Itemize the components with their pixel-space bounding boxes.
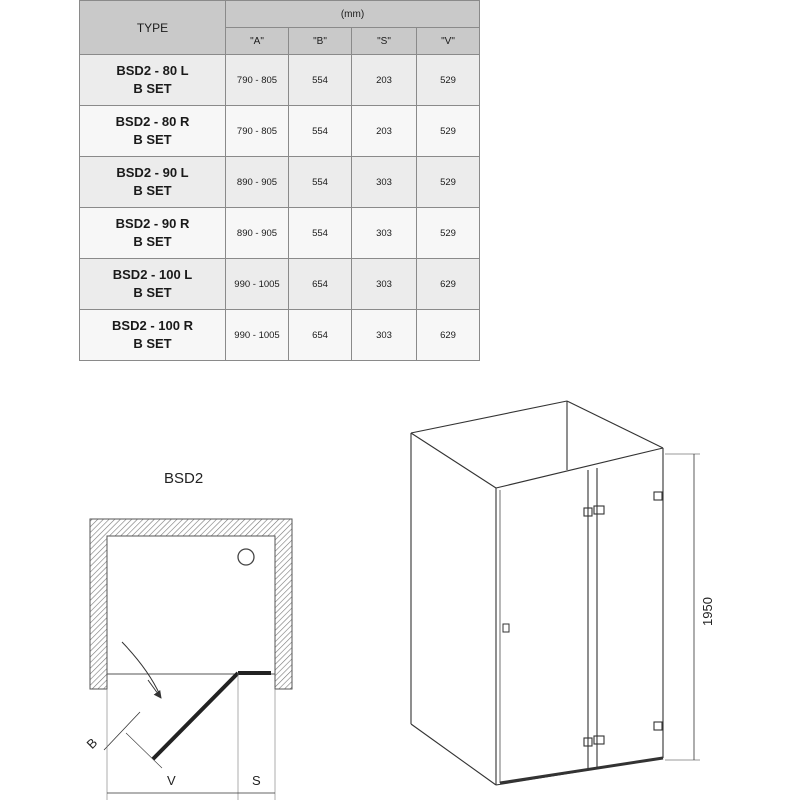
door-bottom-seal xyxy=(500,758,663,783)
value-v: 529 xyxy=(417,157,480,208)
door-panel xyxy=(153,673,238,759)
type-name: BSD2 - 100 R xyxy=(112,318,193,333)
dimension-v-label: V xyxy=(167,773,176,788)
value-a: 890 - 905 xyxy=(226,208,289,259)
value-v: 629 xyxy=(417,259,480,310)
type-name: BSD2 - 80 R xyxy=(115,114,190,129)
value-s: 303 xyxy=(352,157,417,208)
value-b: 554 xyxy=(289,208,352,259)
value-a: 990 - 1005 xyxy=(226,310,289,361)
wall-bracket-bottom xyxy=(654,722,662,730)
dimension-s-label: S xyxy=(252,773,261,788)
hinge-bottom-right xyxy=(594,736,604,744)
value-s: 303 xyxy=(352,208,417,259)
height-dimension-label: 1950 xyxy=(700,597,715,626)
column-header-a: "A" xyxy=(226,28,289,55)
type-name: BSD2 - 80 L xyxy=(116,63,189,78)
value-s: 203 xyxy=(352,55,417,106)
door-handle xyxy=(503,624,509,632)
dimension-b-line xyxy=(104,712,140,750)
value-v: 529 xyxy=(417,55,480,106)
hatched-wall xyxy=(90,519,292,689)
top-front-edge xyxy=(496,448,663,488)
top-front-left-edge xyxy=(411,433,496,488)
top-back-left-edge xyxy=(411,401,567,433)
bottom-left-edge xyxy=(411,724,496,785)
wall-bracket-top xyxy=(654,492,662,500)
hinge-top-right xyxy=(594,506,604,514)
value-b: 554 xyxy=(289,55,352,106)
type-header: TYPE xyxy=(80,1,226,55)
door-swing-arc xyxy=(122,642,160,695)
plan-view xyxy=(84,519,292,800)
value-b: 554 xyxy=(289,106,352,157)
value-s: 303 xyxy=(352,259,417,310)
value-b: 554 xyxy=(289,157,352,208)
value-a: 790 - 805 xyxy=(226,55,289,106)
swing-arrow xyxy=(148,680,161,698)
type-set: B SET xyxy=(133,81,172,96)
elevation-view xyxy=(411,401,700,785)
type-set: B SET xyxy=(133,285,172,300)
type-set: B SET xyxy=(133,183,172,198)
type-set: B SET xyxy=(133,234,172,249)
value-b: 654 xyxy=(289,259,352,310)
value-s: 203 xyxy=(352,106,417,157)
type-name: BSD2 - 100 L xyxy=(112,267,193,282)
column-header-s: "S" xyxy=(352,28,417,55)
column-header-v: "V" xyxy=(417,28,480,55)
dimension-b-tick xyxy=(126,733,162,768)
type-set: B SET xyxy=(133,132,172,147)
value-v: 529 xyxy=(417,208,480,259)
plan-view-title: BSD2 xyxy=(164,470,204,487)
value-b: 654 xyxy=(289,310,352,361)
value-a: 890 - 905 xyxy=(226,157,289,208)
column-header-b: "B" xyxy=(289,28,352,55)
type-set: B SET xyxy=(133,336,172,351)
type-name: BSD2 - 90 R xyxy=(115,216,190,231)
value-a: 990 - 1005 xyxy=(226,259,289,310)
value-s: 303 xyxy=(352,310,417,361)
dimension-b-label: B xyxy=(83,735,101,752)
value-v: 529 xyxy=(417,106,480,157)
value-a: 790 - 805 xyxy=(226,106,289,157)
drain-icon xyxy=(238,549,254,565)
unit-header: (mm) xyxy=(226,1,480,28)
type-name: BSD2 - 90 L xyxy=(116,165,189,180)
top-back-right-edge xyxy=(567,401,663,448)
value-v: 629 xyxy=(417,310,480,361)
